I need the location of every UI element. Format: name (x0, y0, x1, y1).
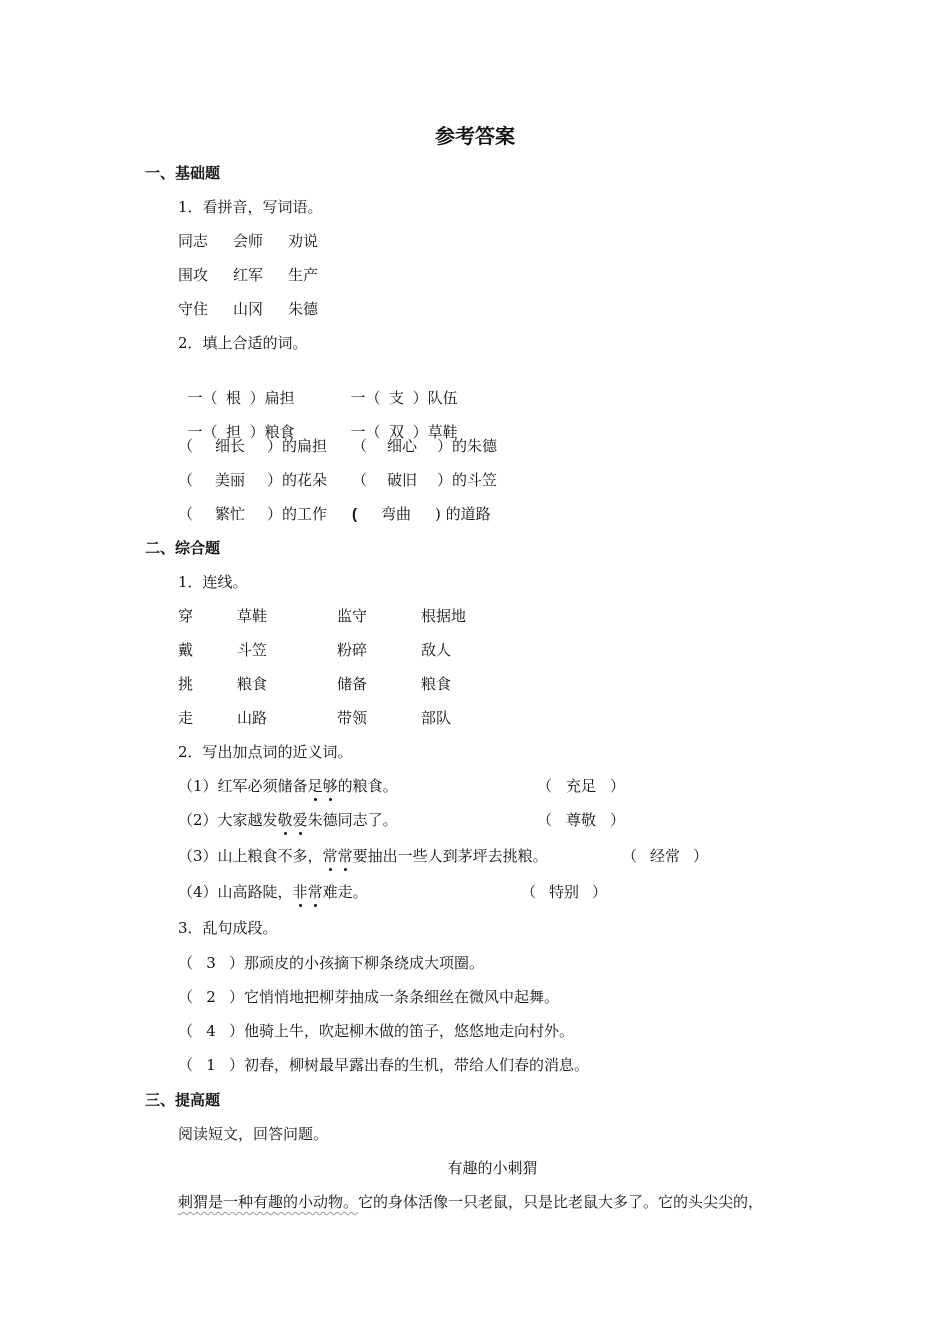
emphasis-dot-char: 足 (307, 777, 323, 795)
order-item: （ 4 ）他骑上牛，吹起柳木做的笛子，悠悠地走向村外。 (178, 1022, 575, 1040)
matching-word: 斗笠 (237, 641, 268, 659)
describe-item: （ 细长 ）的扁担 (178, 437, 328, 455)
synonym-answer: （ 经常 ） (622, 847, 709, 865)
item-text: ）草鞋 (412, 423, 458, 441)
page-title: 参考答案 (435, 124, 515, 148)
matching-word: 粉碎 (337, 641, 368, 659)
answer-word: 支 (389, 389, 405, 407)
synonym-sentence (178, 776, 398, 796)
section-heading-advanced: 三、提高题 (145, 1091, 221, 1109)
dotted-word (278, 811, 308, 829)
sentence-text: （4）山高路陡， (178, 883, 293, 901)
item-text: ）的扁担 (267, 437, 328, 455)
emphasis-dot-char: 常 (337, 847, 353, 865)
reading-intro: 阅读短文，回答问题。 (178, 1125, 329, 1143)
answer-word: 经常 (650, 847, 681, 865)
dotted-word (323, 847, 353, 865)
order-item: （ 2 ）它悄悄地把柳芽抽成一条条细丝在微风中起舞。 (178, 988, 560, 1006)
item-text: ）的朱德 (437, 437, 498, 455)
matching-word: 储备 (337, 675, 368, 693)
bracket-open: 一（ (187, 423, 218, 441)
sentence-text: 要抽出一些人到茅坪去挑粮。 (352, 847, 548, 865)
emphasis-dot-char: 敬 (277, 811, 293, 829)
answer-word: 细长 (215, 437, 246, 455)
question-prompt: 3．乱句成段。 (178, 919, 278, 937)
answer-word: 弯曲 (380, 505, 411, 523)
pinyin-answer: 生产 (288, 266, 319, 284)
matching-word: 根据地 (421, 607, 467, 625)
emphasis-dot-char: 非 (292, 883, 308, 901)
describe-item: （ 繁忙 ）的工作 (178, 505, 328, 523)
answer-word: 尊敬 (566, 811, 597, 829)
matching-word: 穿 (178, 607, 194, 625)
matching-word: 走 (178, 709, 194, 727)
matching-word: 监守 (337, 607, 368, 625)
order-number: 2 (206, 988, 216, 1006)
matching-word: 戴 (178, 641, 194, 659)
answer-word: 担 (226, 423, 242, 441)
synonym-sentence (178, 846, 548, 866)
question-prompt: 2．填上合适的词。 (178, 334, 308, 352)
item-text: ）的斗笠 (437, 471, 498, 489)
describe-item: ( 弯曲 ) 的道路 (352, 505, 491, 523)
answer-word: 破旧 (387, 471, 418, 489)
bracket-open: 一（ (187, 389, 218, 407)
order-item: （ 3 ）那顽皮的小孩摘下柳条绕成大项圈。 (178, 954, 485, 972)
matching-word: 粮食 (237, 675, 268, 693)
question-prompt: 1．看拼音，写词语。 (178, 198, 323, 216)
matching-word: 粮食 (421, 675, 452, 693)
pinyin-answer: 朱德 (288, 300, 319, 318)
passage-sentence: 它的身体活像一只老鼠，只是比老鼠大多了。它的头尖尖的， (358, 1193, 764, 1211)
passage-underlined-sentence: 刺猬是一种有趣的小动物。 (178, 1193, 359, 1211)
matching-word: 草鞋 (237, 607, 268, 625)
sentence-text: （1）红军必须储备 (178, 777, 308, 795)
synonym-sentence (178, 882, 368, 902)
item-text: ）的工作 (267, 505, 328, 523)
answer-word: 美丽 (215, 471, 246, 489)
matching-word: 部队 (421, 709, 452, 727)
emphasis-dot-char: 常 (307, 883, 323, 901)
pinyin-answer: 红军 (233, 266, 264, 284)
sentence-text: （2）大家越发 (178, 811, 278, 829)
synonym-answer: （ 充足 ） (537, 777, 626, 795)
dotted-word (308, 777, 338, 795)
item-text: ）队伍 (412, 389, 458, 407)
order-number: 1 (206, 1056, 216, 1074)
matching-word: 带领 (337, 709, 368, 727)
pinyin-answer: 同志 (178, 232, 209, 250)
answer-word: 双 (389, 423, 405, 441)
item-text: ）的花朵 (267, 471, 328, 489)
item-text: ) 的道路 (435, 505, 491, 523)
describe-item: （ 美丽 ）的花朵 (178, 471, 328, 489)
answer-word: 特别 (549, 883, 580, 901)
answer-word: 充足 (566, 777, 597, 795)
describe-item: （ 破旧 ）的斗笠 (352, 471, 498, 489)
sentence-text: 难走。 (322, 883, 368, 901)
pinyin-answer: 劝说 (288, 232, 319, 250)
pinyin-answer: 山冈 (233, 300, 264, 318)
sentence-text: 那顽皮的小孩摘下柳条绕成大项圈。 (244, 954, 485, 972)
section-heading-comprehensive: 二、综合题 (145, 539, 221, 557)
describe-item: （ 细心 ）的朱德 (352, 437, 498, 455)
sentence-text: 的粮食。 (337, 777, 398, 795)
item-text: ）扁担 (249, 389, 295, 407)
answer-word: 繁忙 (215, 505, 246, 523)
emphasis-dot-char: 常 (322, 847, 338, 865)
question-prompt: 1．连线。 (178, 573, 248, 591)
passage-title: 有趣的小刺猬 (447, 1159, 538, 1177)
order-item: （ 1 ）初春，柳树最早露出春的生机，带给人们春的消息。 (178, 1056, 590, 1074)
answer-word: 细心 (387, 437, 418, 455)
emphasis-dot-char: 够 (322, 777, 338, 795)
order-number: 4 (206, 1022, 216, 1040)
item-text: ）粮食 (249, 423, 295, 441)
sentence-text: 它悄悄地把柳芽抽成一条条细丝在微风中起舞。 (244, 988, 560, 1006)
sentence-text: 他骑上牛，吹起柳木做的笛子，悠悠地走向村外。 (244, 1022, 575, 1040)
pinyin-answer: 会师 (233, 232, 264, 250)
bracket-open: 一（ (350, 423, 381, 441)
sentence-text: （3）山上粮食不多， (178, 847, 323, 865)
pinyin-answer: 围攻 (178, 266, 209, 284)
synonym-answer: （ 尊敬 ） (537, 811, 626, 829)
passage-text (178, 1192, 763, 1212)
matching-word: 山路 (237, 709, 268, 727)
bracket-open: 一（ (350, 389, 381, 407)
pinyin-answer: 守住 (178, 300, 209, 318)
matching-word: 敌人 (421, 641, 452, 659)
synonym-sentence (178, 810, 398, 830)
matching-word: 挑 (178, 675, 194, 693)
question-prompt: 2．写出加点词的近义词。 (178, 743, 353, 761)
sentence-text: 朱德同志了。 (307, 811, 398, 829)
synonym-answer: （ 特别 ） (521, 883, 608, 901)
order-number: 3 (206, 954, 216, 972)
sentence-text: 初春，柳树最早露出春的生机，带给人们春的消息。 (244, 1056, 590, 1074)
emphasis-dot-char: 爱 (292, 811, 308, 829)
dotted-word (293, 883, 323, 901)
answer-word: 根 (226, 389, 242, 407)
section-heading-basic: 一、基础题 (145, 164, 221, 182)
